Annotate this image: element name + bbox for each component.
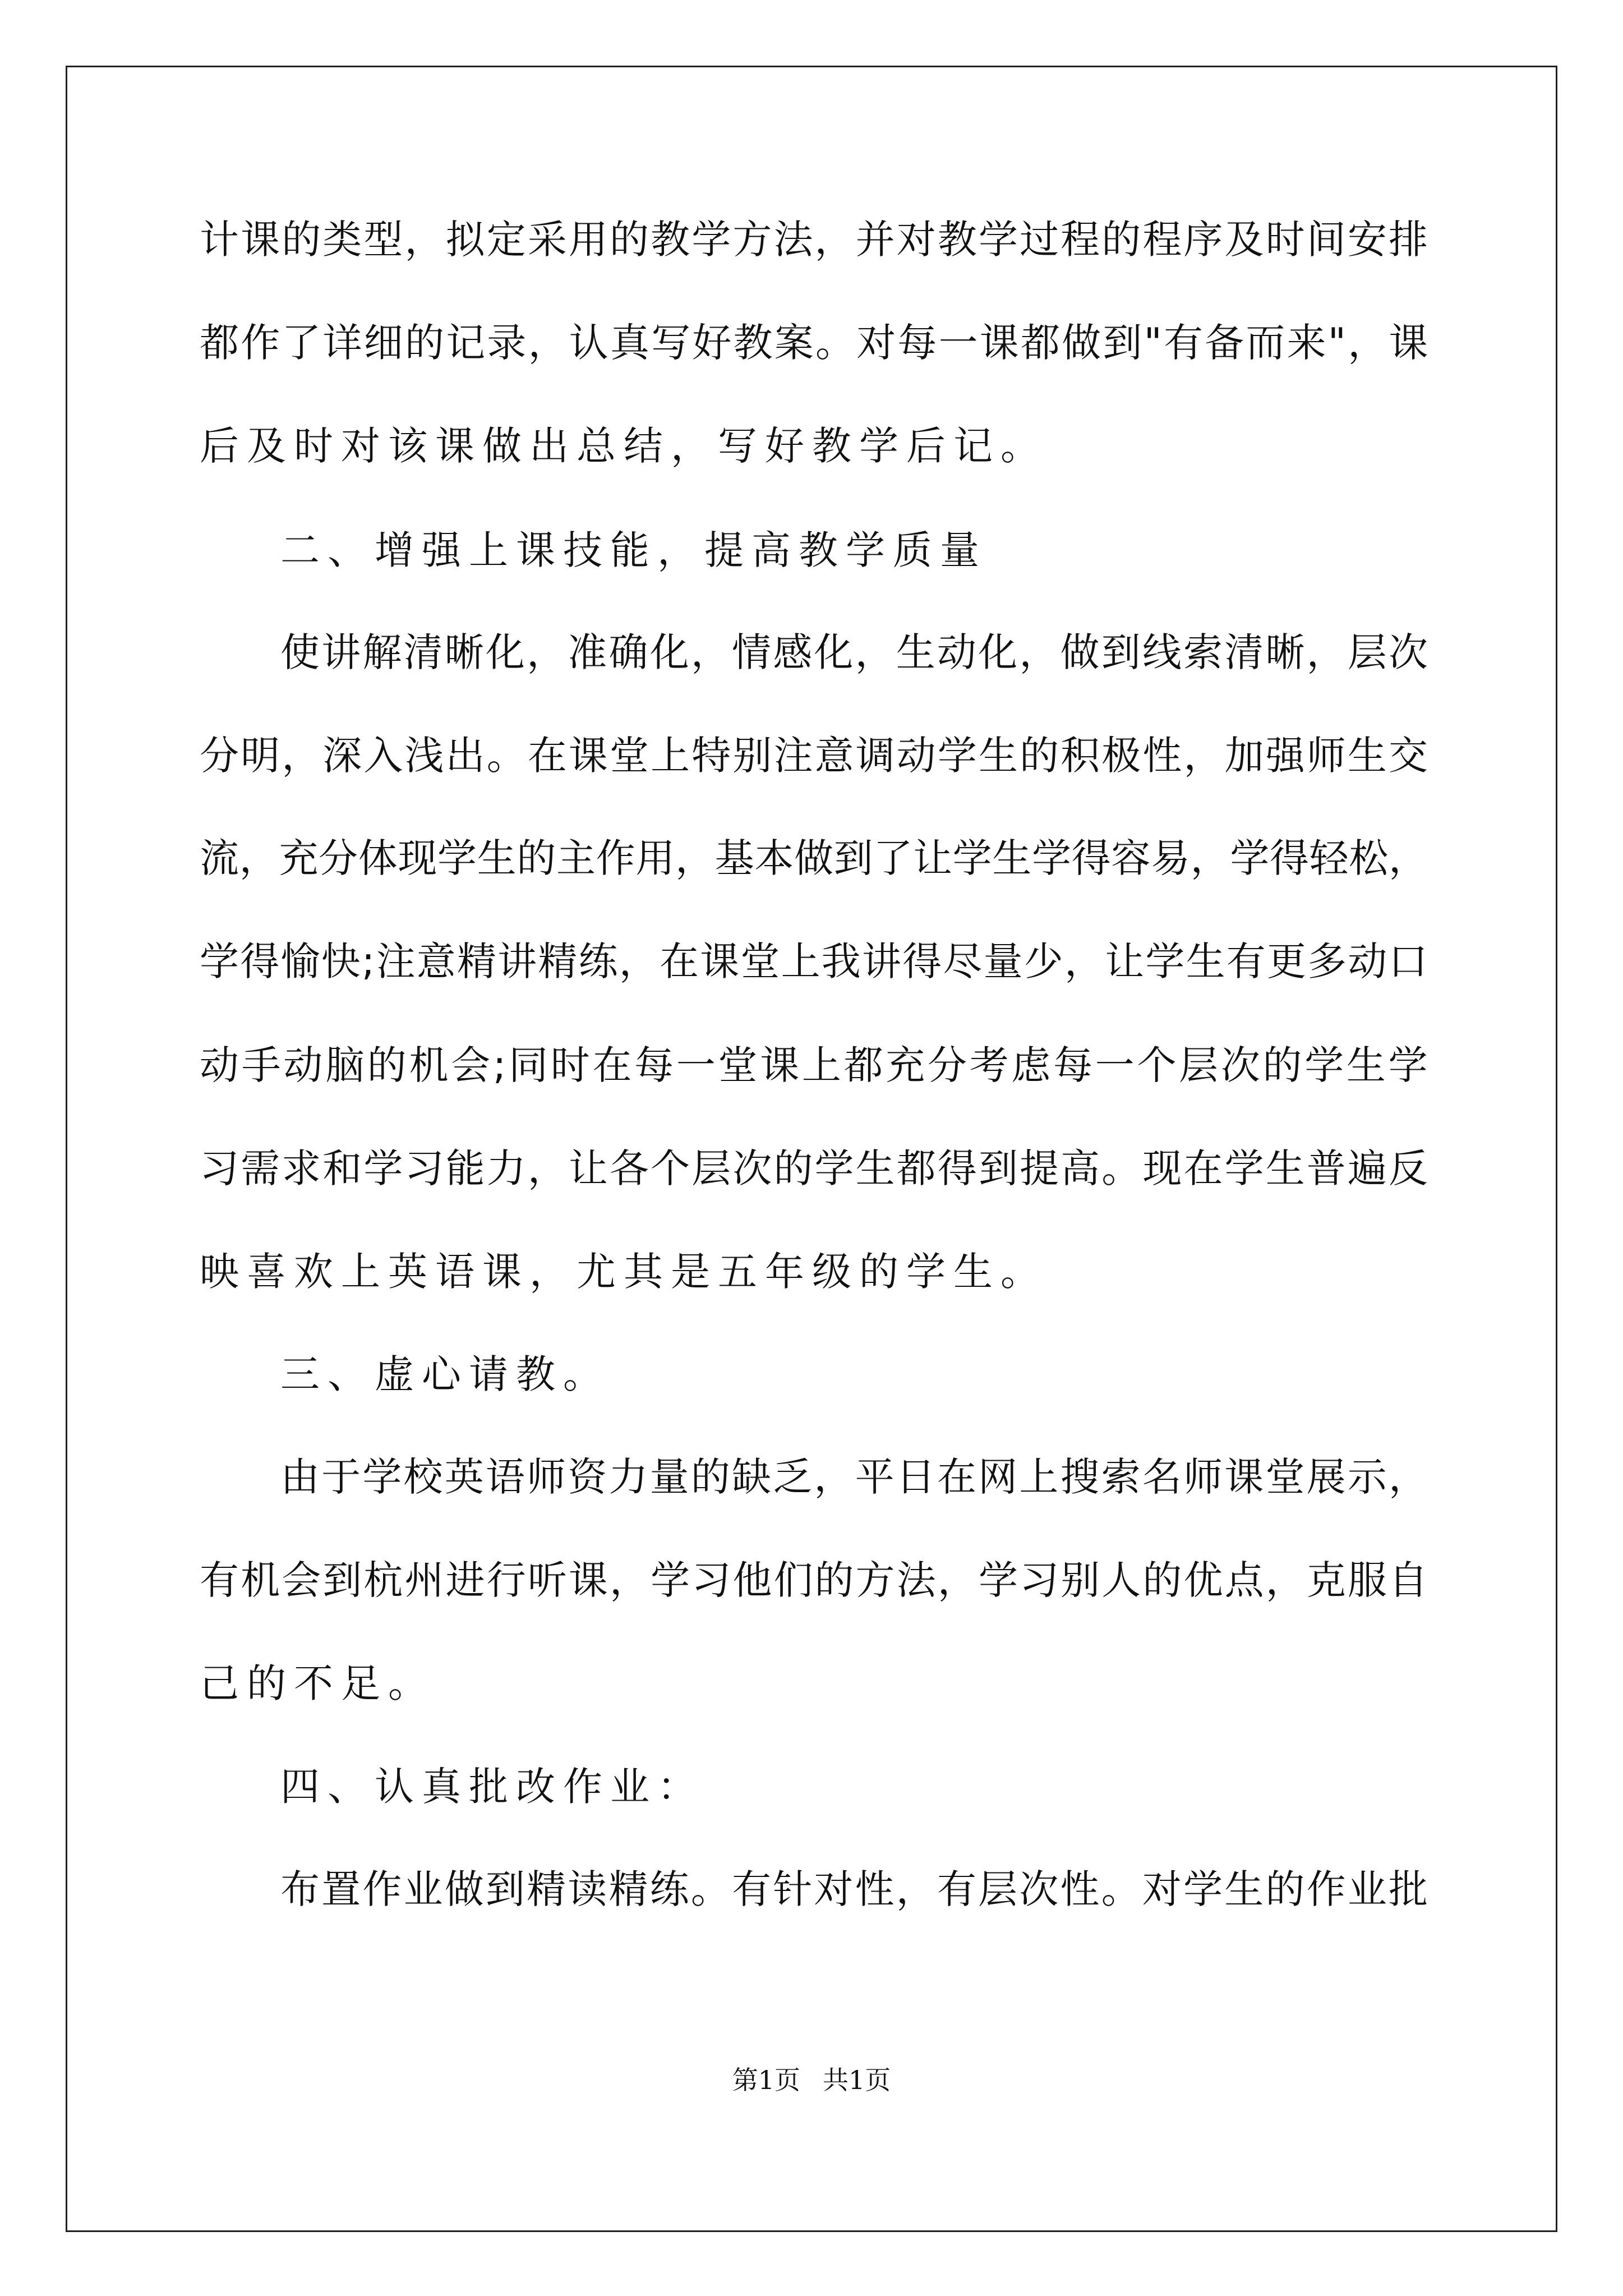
paragraph-first-line: 由于学校英语师资力量的缺乏，平日在网上搜索名师课堂展示，: [280, 1454, 1430, 1500]
paragraph-line: 流，充分体现学生的主作用，基本做到了让学生学得容易，学得轻松，: [200, 835, 1428, 881]
paragraph-first-line: 布置作业做到精读精练。有针对性，有层次性。对学生的作业批: [280, 1866, 1430, 1912]
paragraph-first-line: 三、虚心请教。: [280, 1351, 610, 1397]
paragraph-first-line: 四、认真批改作业：: [280, 1764, 704, 1810]
paragraph-first-line: 使讲解清晰化，准确化，情感化，生动化，做到线索清晰，层次: [280, 629, 1430, 675]
paragraph-line: 后及时对该课做出总结，写好教学后记。: [200, 423, 1048, 469]
page-total: 共1页: [823, 2065, 891, 2095]
paragraph-first-line: 二、增强上课技能，提高教学质量: [280, 527, 987, 573]
paragraph-line: 映喜欢上英语课，尤其是五年级的学生。: [200, 1249, 1048, 1295]
paragraph-line: 己的不足。: [200, 1660, 435, 1706]
paragraph-line: 都作了详细的记录，认真写好教案。对每一课都做到"有备而来"，课: [200, 320, 1430, 366]
paragraph-line: 计课的类型，拟定采用的教学方法，并对教学过程的程序及时间安排: [200, 217, 1430, 263]
paragraph-line: 习需求和学习能力，让各个层次的学生都得到提高。现在学生普遍反: [200, 1145, 1430, 1191]
paragraph-line: 动手动脑的机会;同时在每一堂课上都充分考虑每一个层次的学生学: [200, 1042, 1431, 1088]
paragraph-line: 有机会到杭州进行听课，学习他们的方法，学习别人的优点，克服自: [200, 1557, 1430, 1603]
page-footer: [0, 2060, 1623, 2097]
page-number: 第1页: [732, 2065, 800, 2095]
paragraph-line: 分明，深入浅出。在课堂上特别注意调动学生的积极性，加强师生交: [200, 733, 1430, 779]
paragraph-line: 学得愉快;注意精讲精练，在课堂上我讲得尽量少，让学生有更多动口: [200, 938, 1429, 984]
